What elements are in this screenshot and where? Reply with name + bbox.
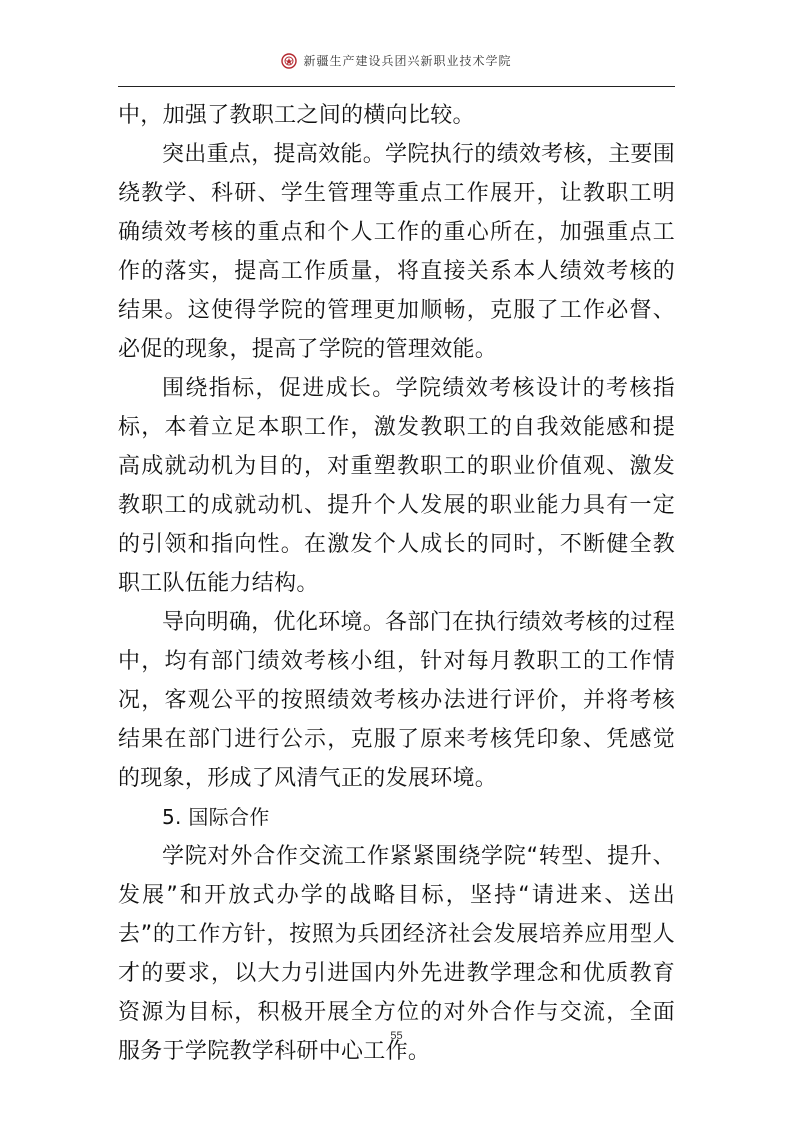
paragraph-indicators-growth: 围绕指标，促进成长。学院绩效考核设计的考核指标，本着立足本职工作，激发教职工的自我效能感和提高成就动机为目的，对重塑教职工的职业价值观、激发教职工的成就动机、提升个人发展的职业能力具有一定的引领和指向性。在激发个人成长的同时，不断健全教职工队伍能力结构。 — [118, 376, 675, 596]
section-heading-international: 5. 国际合作 — [162, 805, 270, 829]
paragraph-focus-efficiency: 突出重点，提高效能。学院执行的绩效考核，主要围绕教学、科研、学生管理等重点工作展开，让教职工明确绩效考核的重点和个人工作的重心所在，加强重点工作的落实，提高工作质量，将直接关系本人绩效考核的结果。这使得学院的管理更加顺畅，克服了工作必督、必促的现象，提高了学院的管理效能。 — [118, 142, 675, 362]
document-body — [118, 96, 675, 1071]
paragraph-guidance-environment: 导向明确，优化环境。各部门在执行绩效考核的过程中，均有部门绩效考核小组，针对每月教职工的工作情况，客观公平的按照绩效考核办法进行评价，并将考核结果在部门进行公示，克服了原来考核凭印象、凭感觉的现象，形成了风清气正的发展环境。 — [118, 610, 675, 791]
school-emblem-icon — [281, 53, 297, 69]
page-header — [0, 52, 793, 76]
paragraph-continuation: 中，加强了教职工之间的横向比较。 — [118, 103, 475, 128]
paragraph-international-cooperation: 学院对外合作交流工作紧紧围绕学院“转型、提升、发展”和开放式办学的战略目标，坚持“请进来、送出去”的工作方针，按照为兵团经济社会发展培养应用型人才的要求，以大力引进国内外先进教学理念和优质教育资源为目标，积极开展全方位的对外合作与交流，全面服务于学院教学科研中心工作。 — [118, 844, 675, 1064]
page-number: 55 — [390, 1030, 403, 1042]
header-inner — [281, 52, 511, 69]
header-title: 新疆生产建设兵团兴新职业技术学院 — [303, 54, 512, 68]
header-divider — [118, 86, 675, 87]
